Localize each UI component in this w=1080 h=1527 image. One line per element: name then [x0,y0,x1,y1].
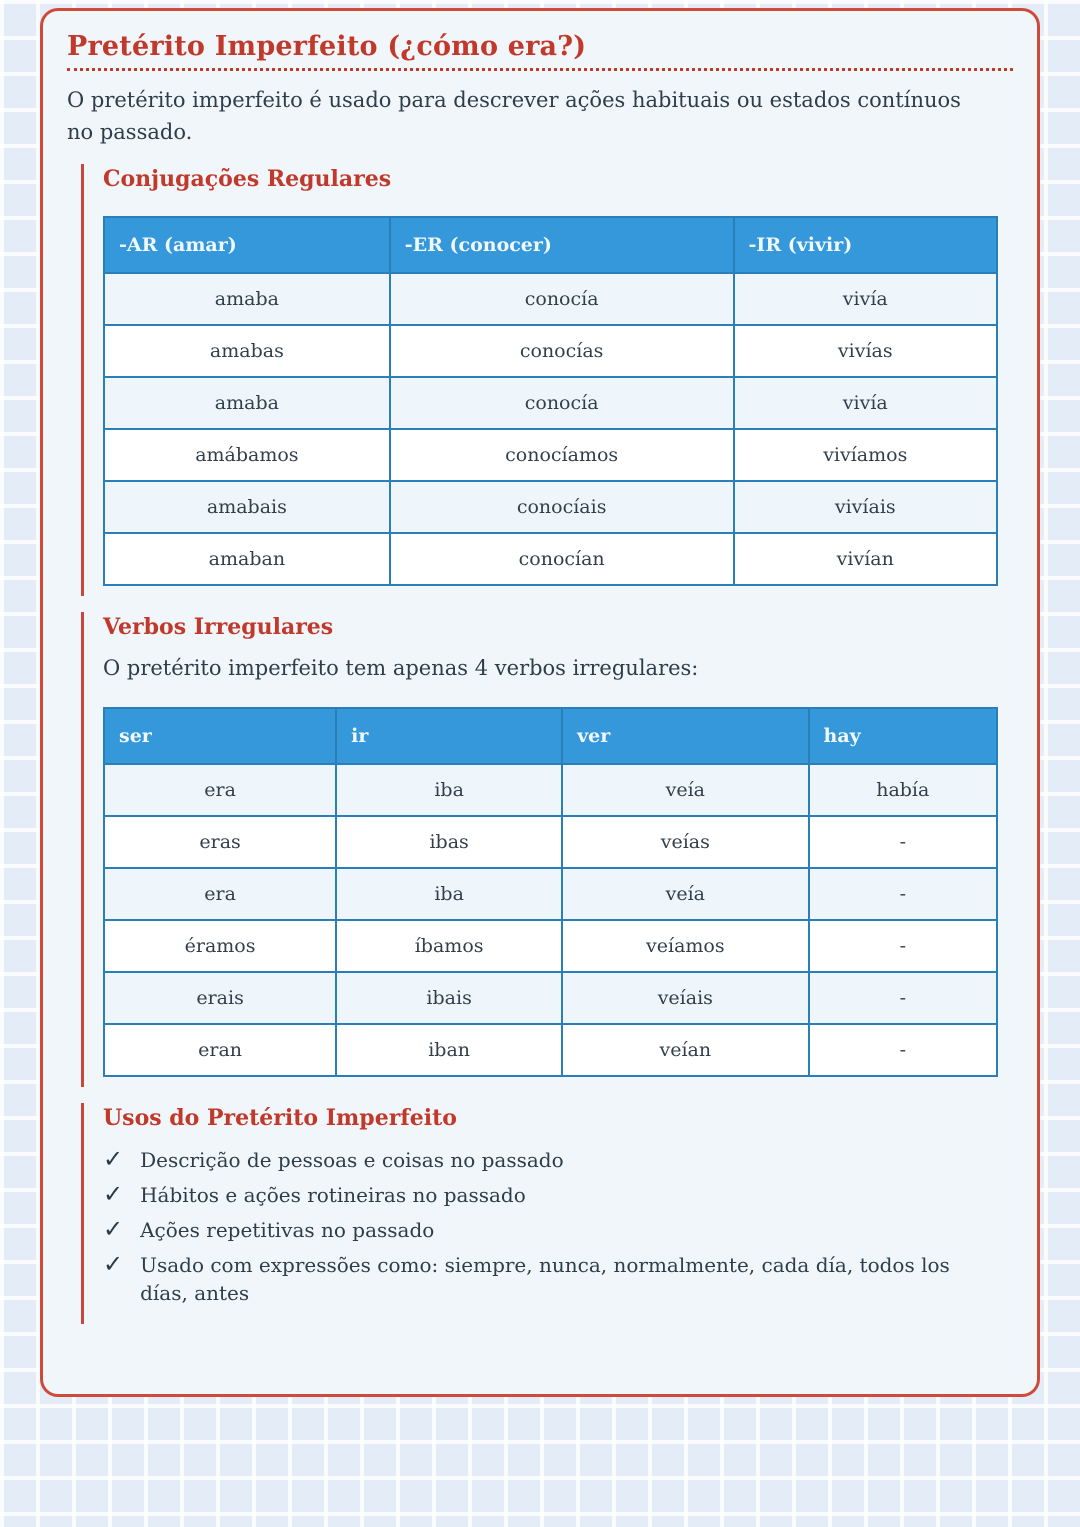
list-item [103,1146,1003,1174]
verb-cell: conocía [390,273,734,325]
verb-cell: - [809,816,997,868]
verb-cell: veía [562,868,808,920]
table-row [104,377,997,429]
column-header-er: -ER (conocer) [390,217,734,273]
verb-cell: veía [562,764,808,816]
verb-cell: vivíamos [734,429,997,481]
verb-cell: veíamos [562,920,808,972]
column-header-ar: -AR (amar) [104,217,390,273]
section-usos [81,1103,1013,1325]
verb-cell: vivía [734,273,997,325]
study-card [40,8,1040,1397]
table-row [104,972,997,1024]
intro-text: O pretérito imperfeito é usado para descrever ações habituais ou estados contínuos no passado. [67,88,961,144]
column-header-ir: -IR (vivir) [734,217,997,273]
list-item-label: Usado com expressões como: siempre, nunca, normalmente, cada día, todos los días, antes [140,1253,950,1306]
verb-cell: - [809,972,997,1024]
section-heading-usos: Usos do Pretérito Imperfeito [103,1104,457,1131]
section-regular-conjugations [81,164,1013,596]
verb-cell: eran [104,1024,336,1076]
verb-cell: era [104,764,336,816]
table-header-row [104,217,997,273]
check-icon: ✓ [103,1250,124,1279]
verb-cell: conocíamos [390,429,734,481]
check-icon: ✓ [103,1180,124,1209]
verb-cell: - [809,1024,997,1076]
verb-cell: iban [336,1024,562,1076]
table-row [104,481,997,533]
verb-cell: íbamos [336,920,562,972]
verb-cell: conocía [390,377,734,429]
verb-cell: veías [562,816,808,868]
verb-cell: éramos [104,920,336,972]
regular-conjugations-table [103,216,998,586]
table-row [104,816,997,868]
verb-cell: vivía [734,377,997,429]
column-header-ser: ser [104,708,336,764]
list-item-label: Hábitos e ações rotineiras no passado [140,1183,526,1208]
table-header-row [104,708,997,764]
column-header-ver: ver [562,708,808,764]
verb-cell: había [809,764,997,816]
section-irregular-verbs [81,612,1013,1087]
table-row [104,533,997,585]
verb-cell: conocías [390,325,734,377]
section-heading-regular: Conjugações Regulares [103,166,392,193]
verb-cell: iba [336,764,562,816]
verb-cell: vivías [734,325,997,377]
irregular-intro-text: O pretérito imperfeito tem apenas 4 verbos irregulares: [103,656,699,681]
list-item-label: Ações repetitivas no passado [140,1218,435,1243]
verb-cell: amabais [104,481,390,533]
table-row [104,325,997,377]
verb-cell: iba [336,868,562,920]
verb-cell: amaban [104,533,390,585]
verb-cell: vivían [734,533,997,585]
verb-cell: erais [104,972,336,1024]
list-item [103,1251,1003,1307]
verb-cell: - [809,920,997,972]
table-row [104,273,997,325]
verb-cell: veían [562,1024,808,1076]
table-row [104,868,997,920]
list-item-label: Descrição de pessoas e coisas no passado [140,1148,564,1173]
list-item [103,1181,1003,1209]
column-header-hay: hay [809,708,997,764]
verb-cell: conocíais [390,481,734,533]
verb-cell: vivíais [734,481,997,533]
title-divider [67,68,1013,71]
verb-cell: amaba [104,377,390,429]
verb-cell: eras [104,816,336,868]
column-header-ir-verb: ir [336,708,562,764]
table-row [104,1024,997,1076]
verb-cell: era [104,868,336,920]
irregular-verbs-table [103,707,998,1077]
check-icon: ✓ [103,1215,124,1244]
usos-check-list [103,1146,1003,1307]
list-item [103,1216,1003,1244]
verb-cell: - [809,868,997,920]
verb-cell: amaba [104,273,390,325]
verb-cell: conocían [390,533,734,585]
table-row [104,429,997,481]
verb-cell: veíais [562,972,808,1024]
section-heading-irregular: Verbos Irregulares [103,613,334,640]
page-title: Pretérito Imperfeito (¿cómo era?) [67,31,587,62]
verb-cell: ibais [336,972,562,1024]
table-row [104,764,997,816]
verb-cell: amábamos [104,429,390,481]
table-row [104,920,997,972]
verb-cell: amabas [104,325,390,377]
verb-cell: ibas [336,816,562,868]
check-icon: ✓ [103,1145,124,1174]
